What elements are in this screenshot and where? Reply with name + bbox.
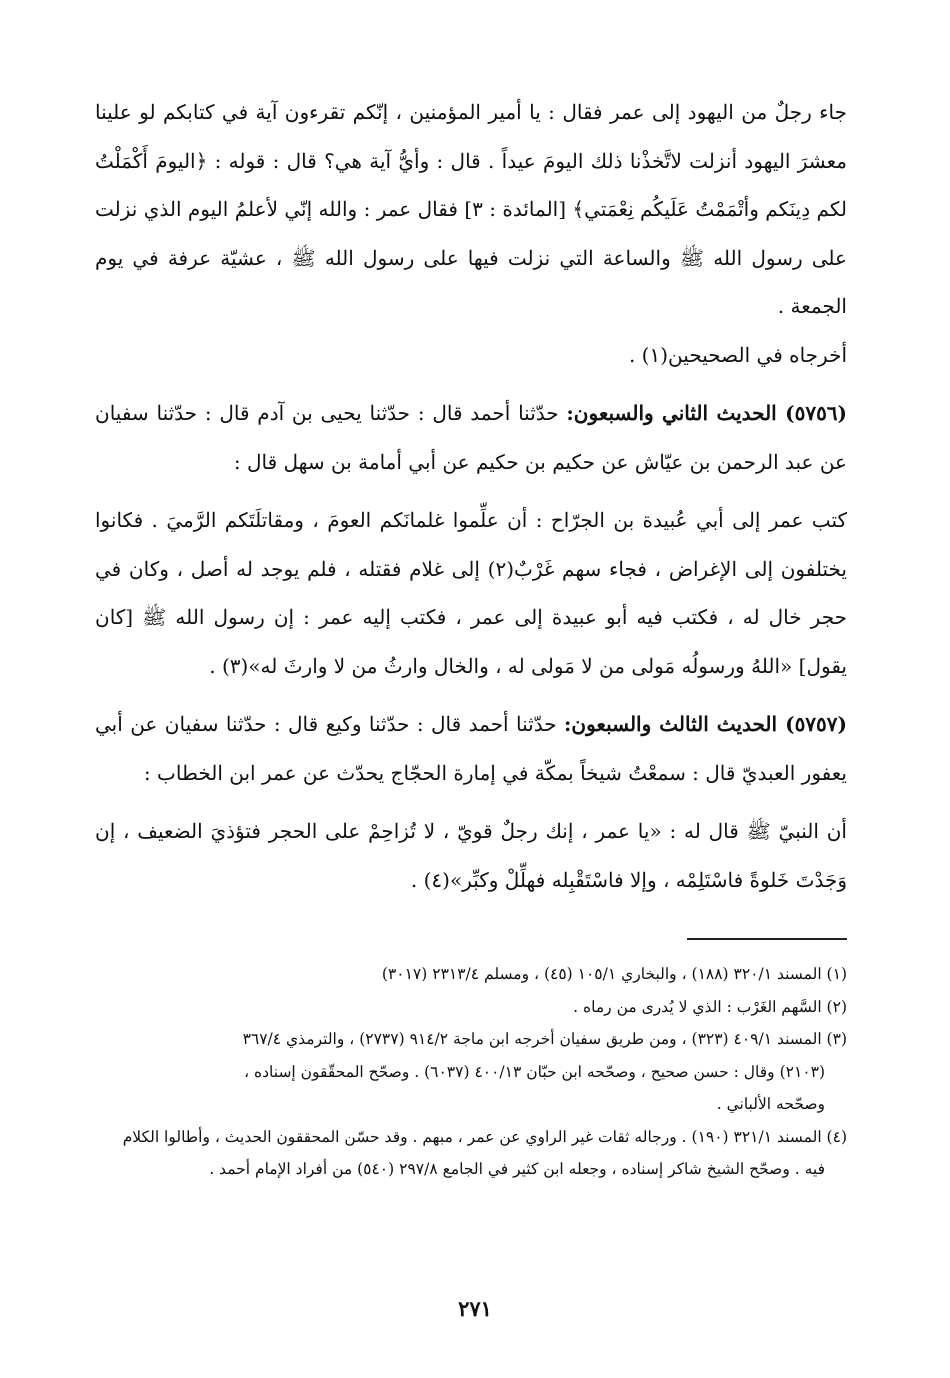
footnote-3-cont-1: (٢١٠٣) وقال : حسن صحيح ، وصحّحه ابن حبّان ٤٠٠/١٣ (٦٠٣٧) . وصحّح المحقّقون إسناده ، [244, 1062, 825, 1081]
footnote-1: (١) المسند ٣٢٠/١ (١٨٨) ، والبخاري ١٠٥/١ (٤٥) ، ومسلم ٢٣١٣/٤ (٣٠١٧) [381, 965, 847, 983]
hadith-5756-isnad: حدّثنا أحمد قال : حدّثنا يحيى بن آدم قال : حدّثنا سفيان عن عبد الرحمن بن عيّاش عن حكيم بن حكيم عن أبي أمامة بن سهل قال : [95, 401, 847, 474]
hadith-5756-title: (٥٧٥٦) الحديث الثاني والسبعون: [566, 401, 848, 425]
footnotes [95, 958, 847, 1186]
footnote-4-cont: فيه . وصحّح الشيخ شاكر إسناده ، وجعله ابن كثير في الجامع ٢٩٧/٨ (٥٤٠) من أفراد الإمام أحمد . [209, 1160, 825, 1178]
hadith-5757 [95, 700, 847, 797]
paragraph-umar-letter: كتب عمر إلى أبي عُبيدة بن الجرّاح : أن علِّموا غلمانَكم العومَ ، ومقاتلَتَكم الرَّميَ . فكانوا يختلفون إلى الإغراض ، فجاء سهم غَرْبٌ(٢) إلى غلام فقتله ، فلم يوجد له أصل ، وكان في حجر خال له ، فكتب فيه أبو عبيدة إلى عمر ، فكتب إليه عمر : إن رسول الله ﷺ [كان يقول] «اللهُ ورسولُه مَولى من لا مَولى له ، والخال وارثُ من لا وارثَ له»(٣) . [95, 508, 847, 678]
page-body [95, 88, 847, 1186]
hadith-5757-isnad: حدّثنا أحمد قال : حدّثنا وكيع قال : حدّثنا سفيان عن أبي يعفور العبديّ قال : سمعْتُ شيخاً بمكّة في إمارة الحجّاج يحدّث عن عمر ابن الخطاب : [95, 712, 847, 785]
footnote-3-cont-2: وصحّحه الألباني . [716, 1095, 825, 1113]
page-number: ٢٧١ [458, 1296, 492, 1321]
footnote-2: (٢) السَّهم الغَرْب : الذي لا يُدرى من رماه . [573, 997, 847, 1016]
footnote-4: (٤) المسند ٣٢١/١ (١٩٠) . ورجاله ثقات غير الراوي عن عمر ، مبهم . وقد حسّن المحققون الحديث ، وأطالوا الكلام [122, 1127, 847, 1146]
paragraph-black-stone: أن النبيّ ﷺ قال له : «يا عمر ، إنك رجلٌ قويّ ، لا تُزاحِمْ على الحجر فتؤذيَ الضعيف ، إن وَجَدْتَ خَلوةً فاسْتَلِمْه ، وإلا فاسْتَقْبِله فهلِّلْ وكبِّر»(٤) . [95, 819, 847, 892]
hadith-5756 [95, 389, 847, 486]
footnote-divider [687, 938, 847, 940]
paragraph-jew-asks-umar: جاء رجلٌ من اليهود إلى عمر فقال : يا أمير المؤمنين ، إنّكم تقرءون آية في كتابكم لو علينا معشرَ اليهود أنزلت لاتَّخذْنا ذلك اليومَ عيداً . قال : وأيُّ آية هي؟ قال : قوله : ﴿اليومَ أَكْمَلْتُ لكم دِينَكم وأتْمَمْتُ عَلَيكُم نِعْمَتي﴾ [المائدة : ٣] فقال عمر : والله إنّي لأعلمُ اليوم الذي نزلت على رسول الله ﷺ والساعة التي نزلت فيها على رسول الله ﷺ ، عشيّة عرفة في يوم الجمعة . [95, 100, 847, 318]
hadith-5757-title: (٥٧٥٧) الحديث الثالث والسبعون: [564, 712, 847, 736]
paragraph-sahihayn-reference: أخرجاه في الصحيحين(١) . [628, 342, 847, 367]
footnote-3: (٣) المسند ٤٠٩/١ (٣٢٣) ، ومن طريق سفيان أخرجه ابن ماجة ٩١٤/٢ (٢٧٣٧) ، والترمذي ٣٦٧/٤ [242, 1030, 847, 1048]
